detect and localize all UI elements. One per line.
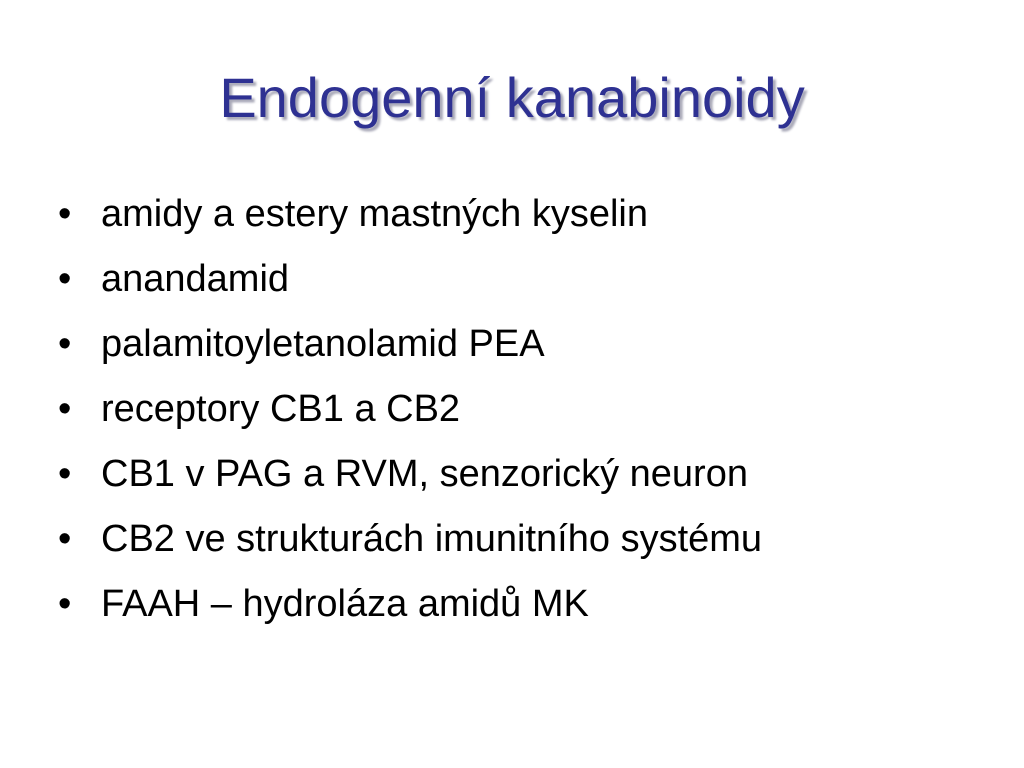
bullet-list xyxy=(58,186,762,641)
bullet-item xyxy=(58,251,762,316)
bullet-item xyxy=(58,381,762,446)
bullet-icon: • xyxy=(58,518,72,560)
slide-title: Endogenní kanabinoidy xyxy=(219,66,805,129)
bullet-text: CB2 ve strukturách imunitního systému xyxy=(101,518,763,560)
bullet-text: receptory CB1 a CB2 xyxy=(101,388,461,430)
bullet-icon: • xyxy=(58,323,72,365)
bullet-item xyxy=(58,511,762,576)
bullet-item xyxy=(58,446,762,511)
bullet-icon: • xyxy=(58,388,72,430)
bullet-icon: • xyxy=(58,583,72,625)
bullet-item xyxy=(58,576,762,641)
bullet-item xyxy=(58,186,762,251)
bullet-text: FAAH – hydroláza amidů MK xyxy=(101,583,589,625)
bullet-icon: • xyxy=(58,258,72,300)
bullet-text: CB1 v PAG a RVM, senzorický neuron xyxy=(101,453,748,495)
bullet-item xyxy=(58,316,762,381)
bullet-icon: • xyxy=(58,453,72,495)
bullet-text: anandamid xyxy=(101,258,290,300)
bullet-text: palamitoyletanolamid PEA xyxy=(101,323,545,365)
bullet-text: amidy a estery mastných kyselin xyxy=(101,193,648,235)
bullet-icon: • xyxy=(58,193,72,235)
